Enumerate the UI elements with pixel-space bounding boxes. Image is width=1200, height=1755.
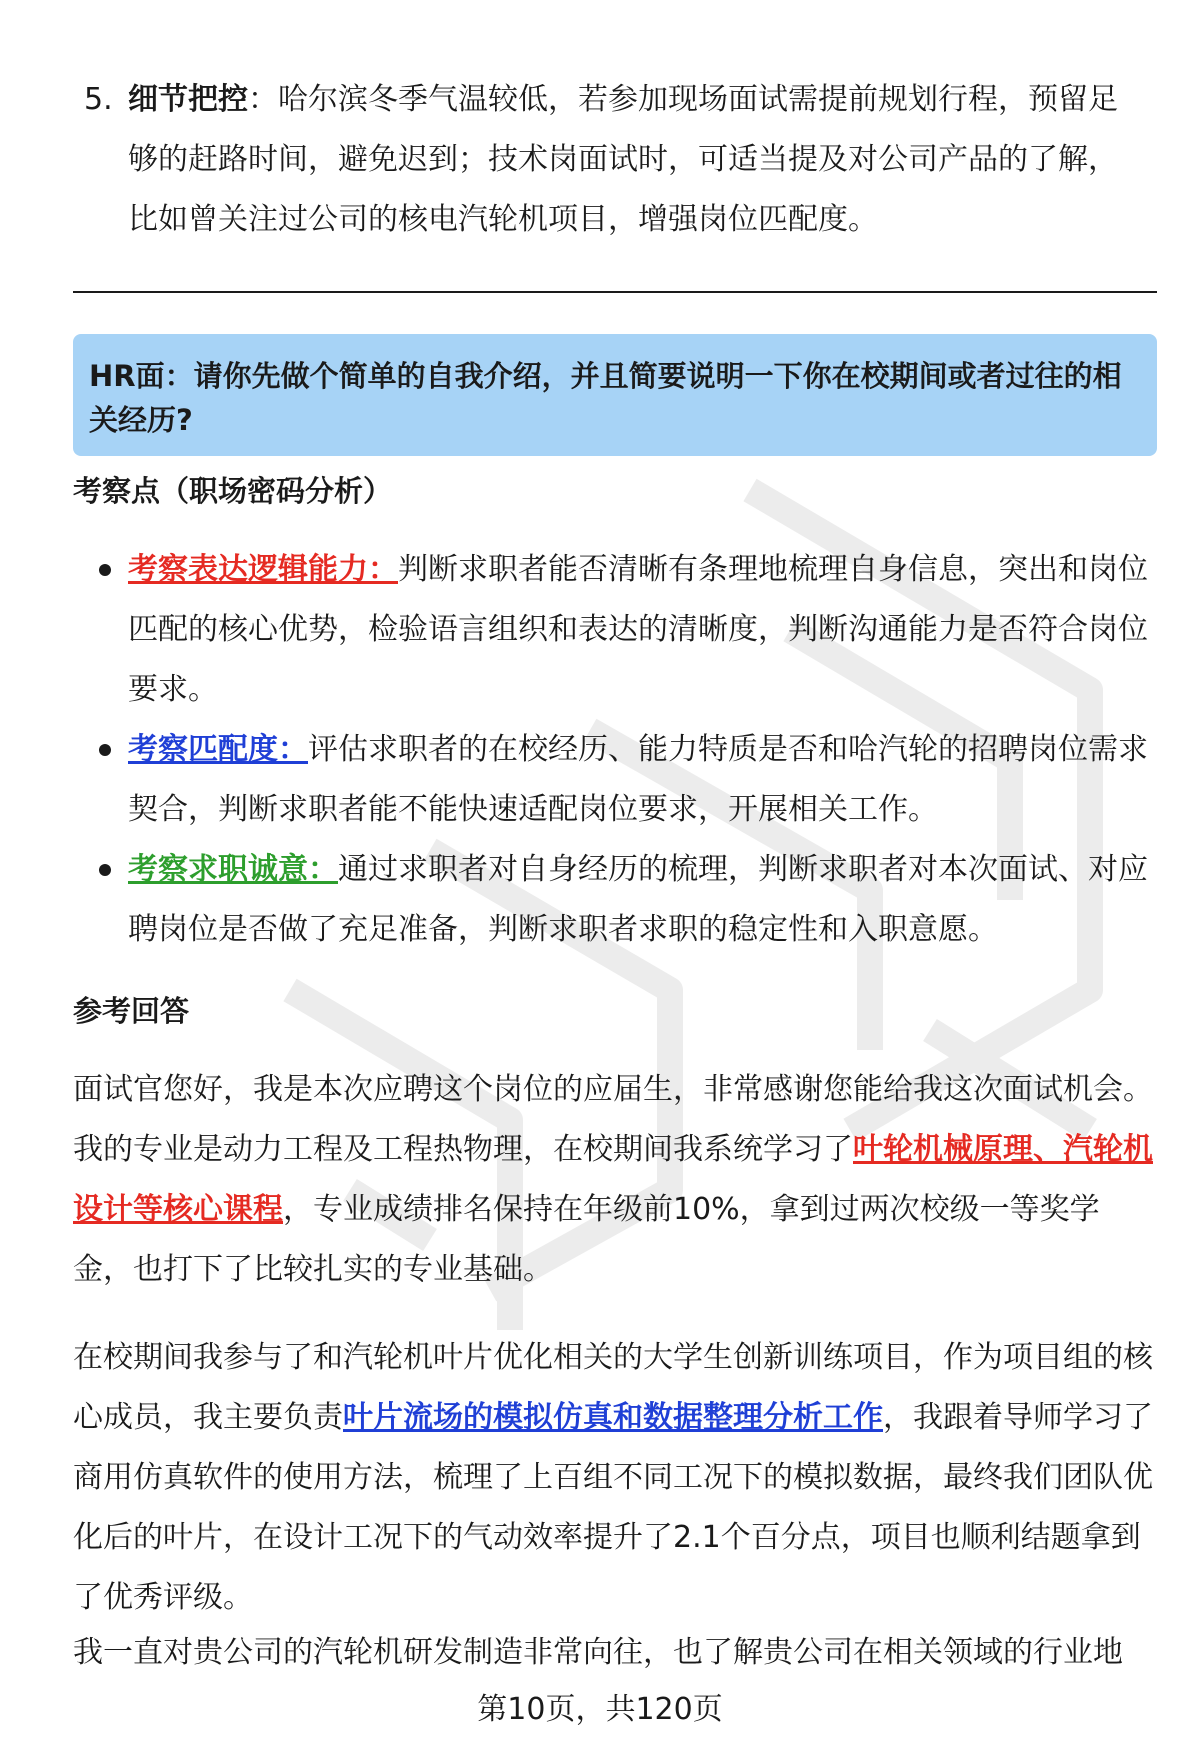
paragraph-text: ，专业成绩排名保持在年级前10%，拿到过两次校级一等奖学金，也打下了比较扎实的专业基础。 [73, 1192, 1100, 1287]
analysis-text: 评估求职者的在校经历、能力特质是否和哈汽轮的招聘岗位需求契合，判断求职者能不能快速适配岗位要求，开展相关工作。 [128, 732, 1148, 827]
paragraph-text: 面试官您好，我是本次应聘这个岗位的应届生，非常感谢您能给我这次面试机会。我的专业是动力工程及工程热物理，在校期间我系统学习了 [73, 1072, 1153, 1167]
analysis-heading: 考察点（职场密码分析） [73, 474, 393, 508]
answer-paragraph-1 [73, 1060, 1157, 1300]
paragraph-text: ，我跟着导师学习了商用仿真软件的使用方法，梳理了上百组不同工况下的模拟数据，最终我们团队优化后的叶片，在设计工况下的气动效率提升了2.1个百分点，项目也顺利结题拿到了优秀评级。 [73, 1400, 1153, 1615]
analysis-keyword: 考察表达逻辑能力： [128, 552, 398, 587]
list-item-5 [84, 70, 1144, 250]
answer-heading: 参考回答 [73, 994, 190, 1028]
bullet-dot [99, 744, 111, 756]
list-number: 5. [84, 82, 113, 117]
analysis-list [73, 540, 1157, 960]
analysis-keyword: 考察求职诚意： [128, 852, 338, 887]
item-title: 细节把控 [128, 82, 248, 117]
bullet-dot [99, 564, 111, 576]
analysis-text: 通过求职者对自身经历的梳理，判断求职者对本次面试、对应聘岗位是否做了充足准备，判断求职者求职的稳定性和入职意愿。 [128, 852, 1148, 947]
analysis-item [73, 540, 1157, 720]
highlight-text: 叶片流场的模拟仿真和数据整理分析工作 [343, 1400, 883, 1435]
bullet-dot [99, 864, 111, 876]
highlight-text: 叶轮机械原理、汽轮机设计等核心课程 [73, 1132, 1153, 1227]
question-box: HR面：请你先做个简单的自我介绍，并且简要说明一下你在校期间或者过往的相关经历? [73, 334, 1157, 456]
paragraph-text: 在校期间我参与了和汽轮机叶片优化相关的大学生创新训练项目，作为项目组的核心成员，我主要负责 [73, 1340, 1153, 1435]
analysis-item [73, 840, 1157, 960]
answer-paragraph-3: 我一直对贵公司的汽轮机研发制造非常向往，也了解贵公司在相关领域的行业地 [73, 1635, 1123, 1670]
answer-paragraph-2 [73, 1328, 1157, 1628]
item-text: ：哈尔滨冬季气温较低，若参加现场面试需提前规划行程，预留足够的赶路时间，避免迟到；技术岗面试时，可适当提及对公司产品的了解，比如曾关注过公司的核电汽轮机项目，增强岗位匹配度。 [128, 82, 1118, 237]
divider [73, 291, 1157, 293]
analysis-item [73, 720, 1157, 840]
analysis-text: 判断求职者能否清晰有条理地梳理自身信息，突出和岗位匹配的核心优势，检验语言组织和表达的清晰度，判断沟通能力是否符合岗位要求。 [128, 552, 1148, 707]
page-footer: 第10页，共120页 [0, 1690, 1200, 1730]
analysis-keyword: 考察匹配度： [128, 732, 308, 767]
